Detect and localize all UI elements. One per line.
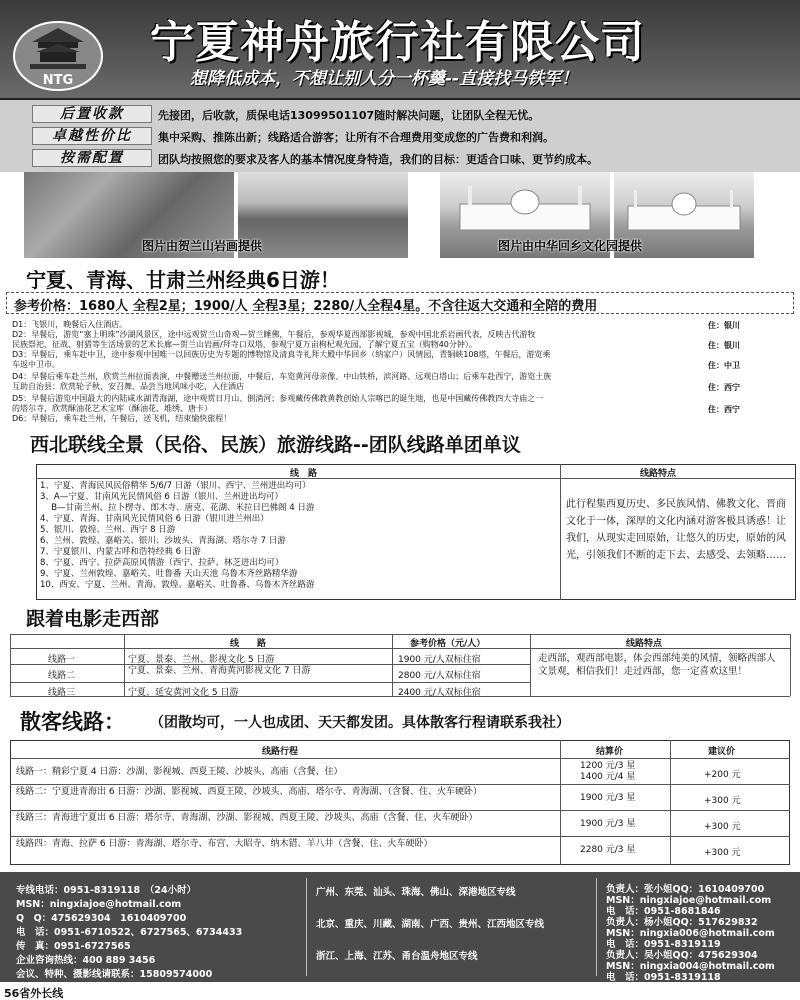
table-divider [10,784,790,785]
table-divider [790,634,791,696]
table-divider [36,478,796,479]
itinerary-line: 车返中卫市。 [12,360,60,369]
movie-row-price: 2800 元/人双标住宿 [398,671,481,681]
scatter-suggest: +200 元 [704,770,741,780]
manager-msn: MSN：ningxia006@hotmail.com [606,928,775,939]
itinerary-stay: 住：西宁 [708,383,740,392]
scatter-col-price: 结算价 [596,747,624,757]
scatter-price: 1900 元/3 星 [580,793,636,803]
manager-phone: 电 话：0951-8319119 [606,939,721,950]
table-divider [670,740,671,865]
movie-col-route: 线 路 [230,639,267,649]
scatter-price: 2280 元/3 星 [580,845,636,855]
scatter-route: 线路二：宁夏进青海出 6 日游：沙湖、影视城、西夏王陵、沙坡头、高庙、塔尔寺、青海湖、（含餐、住、火车硬卧） [16,787,482,797]
header-banner [0,0,800,100]
feature-tag: 按需配置 [32,149,152,167]
itinerary-stay: 住：中卫 [708,361,740,370]
photo-caption-right: 图片由中华回乡文化园提供 [498,239,643,253]
scatter-subtitle: （团散均可，一人也成团、天天都发团。具体散客行程请联系我社） [150,715,570,731]
table-divider [10,648,790,649]
scatter-suggest: +300 元 [704,822,741,832]
table-row: 6、兰州、敦煌、嘉峪关、银川、沙坡头、青海湖、塔尔寺 7 日游 [40,536,286,546]
scatter-price: 1400 元/4 星 [580,772,636,782]
scatter-suggest: +300 元 [704,796,741,806]
movie-row-route: 宁夏、延安黄河文化 5 日游 [128,688,239,698]
region-line: 北京、重庆、川藏、湖南、广西、贵州、江西地区专线 [316,919,545,930]
movie-row-name: 线路二 [48,671,76,681]
itinerary-line: D3：早餐后，乘车赴中卫，途中参观中国唯一以回族历史为专题的博物馆及清真寺礼拜大殿中华回乡（纳家户）风情园，青铜峡108塔，午餐后，游览乘 [12,350,551,359]
northwest-col-route: 线 路 [290,469,318,479]
movie-title: 跟着电影走西部 [26,608,160,630]
northwest-title: 西北联线全景（民俗、民族）旅游线路--团队线路单团单议 [30,434,521,456]
itinerary-stay: 住：银川 [708,321,740,330]
itinerary-line: D5：早餐后游览中国最大的内陆咸水湖青海湖，途中观赏日月山、倒淌河；参观藏传佛教黄教创始人宗喀巴的诞生地，也是中国藏传佛教四大寺庙之一 [12,394,544,403]
tour6-title: 宁夏、青海、甘肃兰州经典6日游！ [26,268,340,292]
scatter-suggest: +300 元 [704,848,741,858]
table-divider [10,836,790,837]
northwest-feature-text: 此行程集西夏历史、多民族风情、佛教文化、晋商文化于一体，深厚的文化内涵对游客极具诱惑！让我们，从现实走回原始，让悠久的历史，原始的风光，引领我们不断的走下去、去感受、去领略…… [566,499,786,561]
contact-qq: Q Q：475629304 1610409700 [16,913,187,924]
scatter-route: 线路一：精彩宁夏 4 日游：沙湖、影视城、西夏王陵、沙坡头、高庙（含餐、住） [16,767,343,777]
scatter-route: 线路三：青海进宁夏出 6 日游：塔尔寺、青海湖、沙湖、影视城、西夏王陵、沙坡头、高庙（含餐、住、火车硬卧） [16,813,478,823]
company-name: 宁夏神舟旅行社有限公司 [150,17,645,68]
features-panel [0,100,800,172]
tour6-price: 参考价格：1680人 全程2星；1900/人 全程3星；2280/人全程4星。不含往返大交通和全陪的费用 [14,299,598,314]
scatter-col-route: 线路行程 [262,747,299,757]
table-row: B—甘南兰州、拉卜楞寺、郎木寺、唐克、花湖、米拉日巴佛阁 4 日游 [40,503,315,513]
contact-msn: MSN：ningxiajoe@hotmail.com [16,899,182,910]
region-line: 广州、东莞、汕头、珠海、佛山、深港地区专线 [316,887,516,898]
itinerary-line: D4：早餐后乘车赴兰州，欣赏兰州拉面表演，中餐赠送兰州拉面，中餐后，车览黄河母亲像、中山铁桥，滨河路、远观白塔山；后乘车赴西宁，游览土族 [12,372,552,381]
table-row: 8、宁夏、西宁、拉萨高原风情游（西宁、拉萨、林芝进出均可） [40,558,284,568]
contact-fax: 传 真：0951-6727565 [16,941,131,952]
movie-row-price: 2400 元/人双标住宿 [398,688,481,698]
itinerary-line: D1：飞银川，晚餐后入住酒店。 [12,320,128,329]
table-divider [10,634,11,696]
movie-col-price: 参考价格（元/人） [410,639,486,649]
northwest-col-feature: 线路特点 [640,469,677,479]
manager-contact: 负责人：张小姐QQ：1610409700 [606,884,765,895]
table-row: 7、宁夏银川、内蒙古呼和浩特经典 6 日游 [40,547,201,557]
itinerary-line: D2：早餐后，游览“塞上明珠”沙湖风景区，途中远观贺兰山奇观—贺兰睡佛，午餐后，参观华夏西部影视城，参观中国北系岩画代表，反映古代游牧 [12,330,536,339]
movie-row-name: 线路三 [48,688,76,698]
table-row: 1、宁夏、青海民风民俗精华 5/6/7 日游（银川、西宁、兰州进出均可） [40,481,311,491]
contact-consult: 企业咨询热线：400 889 3456 [16,955,156,966]
contact-hotline: 专线电话：0951-8319118 （24小时） [16,885,197,896]
contact-special: 会议、特种、摄影线请联系：15809574000 [16,969,213,980]
photo-caption-left: 图片由贺兰山岩画提供 [142,239,263,253]
movie-feature-text: 走西部，观西部电影，体会西部纯美的风情，领略西部人文景观，相信我们！走过西部，您一定喜欢这里！ [538,653,776,677]
feature-desc: 集中采购、推陈出新；线路适合游客；让所有不合理费用变成您的广告费和利润。 [158,131,554,144]
slogan: 想降低成本，不想让别人分一杯羹--直接找马铁军！ [190,69,579,89]
manager-phone: 电 话：0951-8681846 [606,906,721,917]
movie-col-feature: 线路特点 [626,639,663,649]
movie-row-name: 线路一 [48,655,76,665]
feature-row [0,125,800,147]
feature-tag: 后置收款 [32,105,152,123]
table-row: 10、西安、宁夏、兰州、青海、敦煌、嘉峪关、吐鲁番、乌鲁木齐丝路游 [40,580,315,590]
table-divider [10,758,790,759]
table-divider [10,810,790,811]
feature-desc: 团队均按照您的要求及客人的基本情况度身特造，我们的目标：更适合口味、更节约成本。 [158,153,598,166]
scatter-price: 1900 元/3 星 [580,819,636,829]
temple-logo-icon [10,12,106,92]
feature-desc: 先接团，后收款，质保电话13099501107随时解决问题，让团队全程无忧。 [158,109,540,122]
movie-row-route: 宁夏、景泰、兰州、影视文化 5 日游 [128,655,275,665]
region-line: 浙江、上海、江苏、甬台温舟地区专线 [316,951,478,962]
itinerary-line: 互助自治县：欣赏轮子秋、安召舞、品尝当地风味小吃，入住酒店 [12,382,244,391]
manager-contact: 负责人：杨小姐QQ：517629832 [606,917,758,928]
manager-msn: MSN：ningxiajoe@hotmail.com [606,895,772,906]
table-divider [560,464,561,600]
table-divider [392,634,393,696]
scatter-title: 散客线路： [20,710,125,734]
itinerary-line: 的塔尔寺，欣赏酥油花艺术宝库（酥油花、堆绣、唐卡） [12,404,212,413]
manager-contact: 负责人：吴小姐QQ：475629304 [606,950,758,961]
itinerary-line: 民族祭祀、征战、射猎等生活场景的艺术长廊—贺兰山岩画/拜寺口双塔，参观宁夏万亩枸杞观光园，了解宁夏五宝（购物40分钟）。 [12,340,477,349]
movie-row-route: 宁夏、景泰、兰州、青海黄河影视文化 7 日游 [128,666,311,676]
contact-phone: 电 话：0951-6710522、6727565、6734433 [16,927,243,938]
movie-row-price: 1900 元/人双标住宿 [398,655,481,665]
feature-row [0,147,800,169]
itinerary-stay: 住：银川 [708,341,740,350]
table-divider [124,634,125,696]
itinerary-line: D6：早餐后，乘车赴兰州，午餐后，送飞机，结束愉快旅程！ [12,414,232,423]
manager-msn: MSN：ningxia004@hotmail.com [606,961,775,972]
footer-divider [596,878,597,976]
scatter-price: 1200 元/3 星 [580,761,636,771]
table-row: 4、宁夏、青海、甘南风光民情风俗 6 日游（银川进兰州出） [40,514,269,524]
page-label: 56省外长线 [4,987,64,1000]
footer-divider [306,878,307,976]
itinerary-stay: 住：西宁 [708,405,740,414]
scatter-col-suggest: 建议价 [708,747,736,757]
table-divider [530,634,531,696]
feature-row [0,103,800,125]
feature-tag: 卓越性价比 [32,127,152,145]
table-row: 5、银川、敦煌、兰州、西宁 8 日游 [40,525,176,535]
table-divider [560,740,561,865]
logo-text: NTG [42,73,74,88]
table-row: 9、宁夏、兰州敦煌、嘉峪关、吐鲁番 天山天池 乌鲁木齐丝路精华游 [40,569,298,579]
manager-phone: 电 话：0951-8319118 [606,972,721,983]
table-divider [10,682,530,683]
table-row: 3、A—宁夏、甘南风光民情风俗 6 日游（银川、兰州进出均可） [40,492,284,502]
mountain-photo [238,172,408,258]
scatter-route: 线路四：青海、拉萨 6 日游：青海湖、塔尔寺、布宫、大昭寺、纳木错、羊八井（含餐、住、火车硬卧） [16,839,433,849]
table-divider [10,634,790,635]
